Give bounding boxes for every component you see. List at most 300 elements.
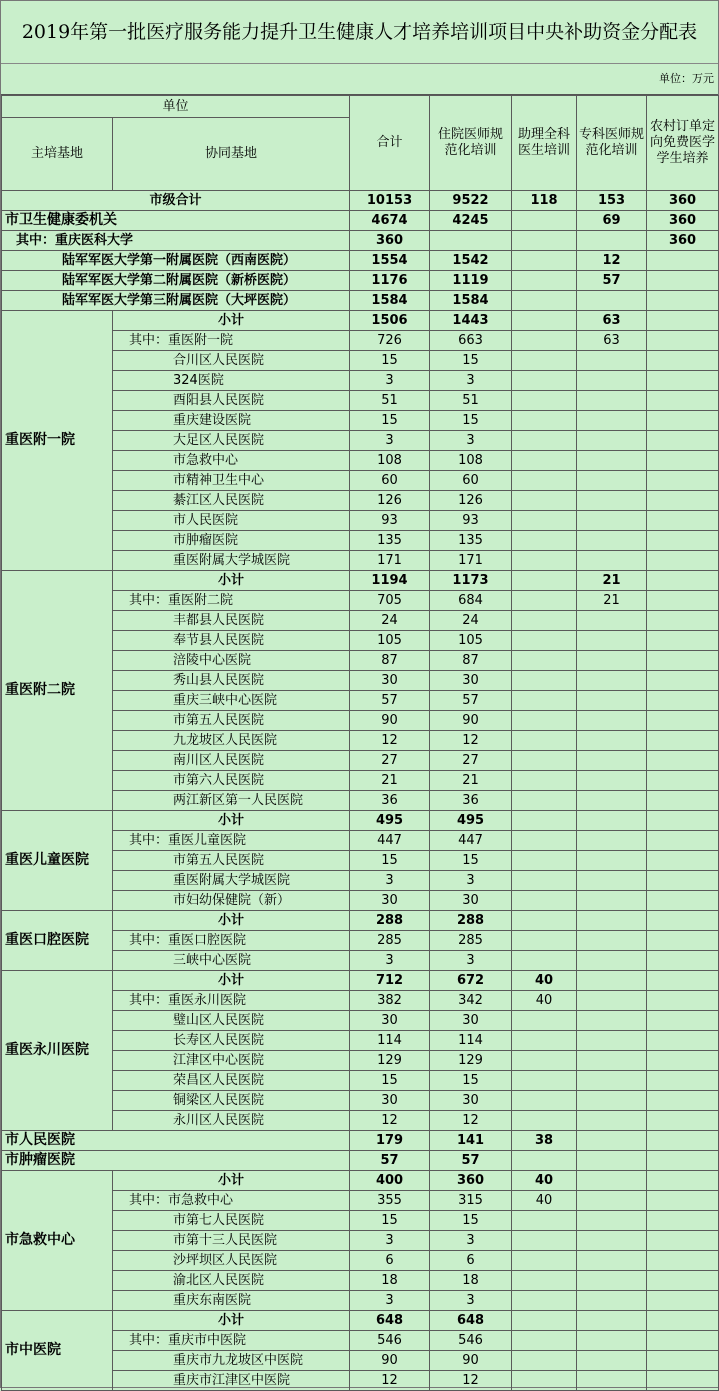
cell-total: 4674 [350,211,430,231]
allocation-table [1,95,719,1391]
cell-rural [647,411,719,431]
cell-specialist [577,371,647,391]
cell-assistant [512,751,577,771]
table-row [2,291,719,311]
cell-resident: 663 [430,331,512,351]
cell-resident: 1443 [430,311,512,331]
cell-resident: 126 [430,491,512,511]
main-base: 市中医院 [2,1311,113,1391]
partner-base: 涪陵中心医院 [113,651,350,671]
cell-total: 135 [350,531,430,551]
cell-rural [647,931,719,951]
cell-assistant [512,1251,577,1271]
cell-assistant [512,631,577,651]
cell-specialist [577,731,647,751]
cell-assistant [512,1151,577,1171]
cell-total: 3 [350,951,430,971]
cell-specialist: 57 [577,271,647,291]
cell-total: 114 [350,1031,430,1051]
table-row [2,231,719,251]
cell-rural [647,631,719,651]
table-row [2,911,719,931]
cell-rural [647,471,719,491]
cell-resident: 495 [430,811,512,831]
cell-total: 129 [350,1051,430,1071]
cell-specialist [577,971,647,991]
cell-rural: 360 [647,211,719,231]
cell-total: 285 [350,931,430,951]
cell-specialist [577,1311,647,1331]
table-row [2,1151,719,1171]
partner-base: 市第五人民医院 [113,851,350,871]
header-unit: 单位 [2,96,350,118]
cell-rural [647,491,719,511]
cell-total: 12 [350,731,430,751]
subtotal-label: 小计 [113,911,350,931]
cell-resident: 24 [430,611,512,631]
cell-rural [647,1191,719,1211]
cell-assistant [512,891,577,911]
cell-assistant [512,1351,577,1371]
cell-assistant [512,731,577,751]
table-row [2,971,719,991]
cell-specialist [577,291,647,311]
cell-resident: 129 [430,1051,512,1071]
cell-rural [647,391,719,411]
cell-rural [647,531,719,551]
partner-base: 南川区人民医院 [113,751,350,771]
partner-base: 重医附属大学城医院 [113,551,350,571]
cell-resident: 18 [430,1271,512,1291]
cell-specialist [577,611,647,631]
cell-total: 1584 [350,291,430,311]
cell-total: 18 [350,1271,430,1291]
partner-base: 重庆东南医院 [113,1291,350,1311]
cell-rural [647,551,719,571]
cell-specialist [577,431,647,451]
cell-rural [647,1171,719,1191]
cell-rural [647,431,719,451]
cell-assistant [512,1111,577,1131]
cell-total: 15 [350,351,430,371]
cell-total: 27 [350,751,430,771]
cell-assistant [512,791,577,811]
cell-total: 3 [350,431,430,451]
cell-rural [647,1251,719,1271]
cell-total: 3 [350,871,430,891]
cell-assistant [512,1031,577,1051]
cell-specialist [577,471,647,491]
cell-specialist [577,831,647,851]
cell-specialist [577,931,647,951]
cell-specialist [577,1191,647,1211]
cell-assistant [512,911,577,931]
cell-resident: 30 [430,671,512,691]
cell-rural [647,611,719,631]
header-specialist: 专科医师规范化培训 [577,96,647,191]
cell-specialist [577,1091,647,1111]
cell-rural [647,1271,719,1291]
subtotal-label: 小计 [113,971,350,991]
cell-total: 3 [350,371,430,391]
cell-total: 90 [350,711,430,731]
cell-assistant: 40 [512,971,577,991]
cell-resident: 4245 [430,211,512,231]
cell-resident: 15 [430,851,512,871]
cell-assistant [512,851,577,871]
partner-base: 永川区人民医院 [113,1111,350,1131]
cell-resident: 315 [430,1191,512,1211]
cell-total: 355 [350,1191,430,1211]
cell-specialist: 63 [577,331,647,351]
cell-specialist: 153 [577,191,647,211]
cell-assistant: 118 [512,191,577,211]
cell-specialist [577,1131,647,1151]
partner-base: 其中：重医附二院 [113,591,350,611]
cell-resident: 15 [430,1071,512,1091]
cell-specialist [577,451,647,471]
cell-assistant [512,1071,577,1091]
cell-rural [647,671,719,691]
cell-total: 288 [350,911,430,931]
cell-assistant [512,951,577,971]
partner-base: 丰都县人民医院 [113,611,350,631]
cell-assistant: 38 [512,1131,577,1151]
cell-rural [647,651,719,671]
cell-assistant [512,771,577,791]
partner-base: 长寿区人民医院 [113,1031,350,1051]
cell-resident: 1584 [430,291,512,311]
cell-total: 171 [350,551,430,571]
cell-rural [647,731,719,751]
cell-total: 15 [350,411,430,431]
header-main-base: 主培基地 [2,118,113,191]
cell-total: 3 [350,1291,430,1311]
cell-specialist [577,651,647,671]
main-base: 重医附二院 [2,571,113,811]
cell-specialist: 21 [577,591,647,611]
row-name: 其中：重庆医科大学 [2,231,350,251]
city-total-label: 市级合计 [2,191,350,211]
cell-rural [647,371,719,391]
cell-assistant [512,1091,577,1111]
cell-assistant [512,491,577,511]
cell-assistant [512,351,577,371]
cell-specialist [577,871,647,891]
partner-base: 秀山县人民医院 [113,671,350,691]
cell-total: 57 [350,691,430,711]
table-row [2,1131,719,1151]
cell-total: 12 [350,1111,430,1131]
single-base: 市肿瘤医院 [2,1151,350,1171]
table-row [2,571,719,591]
cell-rural [647,511,719,531]
cell-resident: 447 [430,831,512,851]
cell-rural [647,1091,719,1111]
cell-assistant [512,691,577,711]
cell-specialist: 63 [577,311,647,331]
table-row [2,311,719,331]
cell-rural [647,1231,719,1251]
cell-total: 15 [350,1211,430,1231]
table-row [2,1311,719,1331]
header-total: 合计 [350,96,430,191]
cell-assistant [512,1291,577,1311]
cell-resident: 285 [430,931,512,951]
cell-assistant [512,531,577,551]
cell-total: 21 [350,771,430,791]
cell-assistant [512,471,577,491]
cell-specialist [577,691,647,711]
cell-total: 57 [350,1151,430,1171]
cell-rural: 360 [647,231,719,251]
cell-rural [647,591,719,611]
cell-resident: 105 [430,631,512,651]
partner-base: 其中：重医口腔医院 [113,931,350,951]
cell-total: 12 [350,1371,430,1391]
cell-total: 30 [350,671,430,691]
cell-resident: 3 [430,1231,512,1251]
cell-total: 546 [350,1331,430,1351]
cell-rural [647,1071,719,1091]
cell-specialist [577,1171,647,1191]
partner-base: 市第六人民医院 [113,771,350,791]
partner-base: 重庆市江津区中医院 [113,1371,350,1391]
partner-base: 重庆市九龙坡区中医院 [113,1351,350,1371]
cell-resident: 672 [430,971,512,991]
cell-rural [647,711,719,731]
table-row [2,191,719,211]
cell-total: 179 [350,1131,430,1151]
partner-base: 重庆建设医院 [113,411,350,431]
cell-assistant [512,251,577,271]
cell-rural [647,1031,719,1051]
cell-specialist [577,631,647,651]
subtotal-label: 小计 [113,811,350,831]
cell-rural [647,331,719,351]
cell-assistant [512,1231,577,1251]
cell-assistant [512,651,577,671]
cell-resident: 30 [430,891,512,911]
cell-assistant [512,311,577,331]
cell-specialist [577,1211,647,1231]
cell-resident: 90 [430,711,512,731]
cell-total: 6 [350,1251,430,1271]
cell-specialist [577,511,647,531]
cell-total: 105 [350,631,430,651]
table-row [2,251,719,271]
cell-rural [647,991,719,1011]
cell-total: 705 [350,591,430,611]
cell-rural [647,1151,719,1171]
cell-resident: 171 [430,551,512,571]
cell-specialist [577,751,647,771]
cell-specialist [577,951,647,971]
cell-total: 60 [350,471,430,491]
cell-specialist [577,1151,647,1171]
partner-base: 九龙坡区人民医院 [113,731,350,751]
cell-resident: 12 [430,1371,512,1391]
cell-specialist [577,791,647,811]
cell-total: 495 [350,811,430,831]
partner-base: 重医附属大学城医院 [113,871,350,891]
cell-rural [647,451,719,471]
cell-total: 51 [350,391,430,411]
cell-resident: 3 [430,871,512,891]
partner-base: 重庆三峡中心医院 [113,691,350,711]
page-title: 2019年第一批医疗服务能力提升卫生健康人才培养培训项目中央补助资金分配表 [1,1,718,64]
cell-specialist: 12 [577,251,647,271]
main-base: 重医口腔医院 [2,911,113,971]
cell-resident: 108 [430,451,512,471]
cell-resident: 30 [430,1011,512,1031]
cell-specialist [577,1051,647,1071]
header-resident: 住院医师规范化培训 [430,96,512,191]
cell-rural [647,291,719,311]
cell-total: 87 [350,651,430,671]
cell-total: 3 [350,1231,430,1251]
cell-total: 447 [350,831,430,851]
row-name: 陆军军医大学第一附属医院（西南医院） [2,251,350,271]
cell-resident: 3 [430,371,512,391]
cell-specialist [577,351,647,371]
cell-specialist [577,891,647,911]
cell-specialist [577,1011,647,1031]
cell-total: 36 [350,791,430,811]
row-name: 陆军军医大学第三附属医院（大坪医院） [2,291,350,311]
cell-resident: 15 [430,411,512,431]
cell-rural [647,891,719,911]
cell-specialist [577,911,647,931]
cell-resident: 87 [430,651,512,671]
cell-assistant [512,811,577,831]
cell-specialist [577,1271,647,1291]
cell-specialist [577,491,647,511]
cell-specialist: 21 [577,571,647,591]
partner-base: 沙坪坝区人民医院 [113,1251,350,1271]
cell-rural [647,571,719,591]
cell-rural [647,831,719,851]
cell-resident: 15 [430,351,512,371]
partner-base: 市急救中心 [113,451,350,471]
cell-specialist [577,851,647,871]
cell-rural [647,871,719,891]
subtotal-label: 小计 [113,571,350,591]
table-row [2,811,719,831]
partner-base: 其中：重医附一院 [113,331,350,351]
cell-total: 726 [350,331,430,351]
cell-total: 15 [350,851,430,871]
cell-assistant [512,291,577,311]
partner-base: 市肿瘤医院 [113,531,350,551]
cell-assistant [512,211,577,231]
cell-specialist [577,1251,647,1271]
main-base: 重医儿童医院 [2,811,113,911]
header-assistant: 助理全科医生培训 [512,96,577,191]
cell-resident [430,231,512,251]
cell-assistant [512,711,577,731]
cell-resident: 30 [430,1091,512,1111]
partner-base: 三峡中心医院 [113,951,350,971]
table-row [2,211,719,231]
cell-assistant [512,1051,577,1071]
cell-assistant [512,1011,577,1031]
cell-rural [647,811,719,831]
cell-rural [647,1291,719,1311]
cell-rural [647,851,719,871]
partner-base: 荣昌区人民医院 [113,1071,350,1091]
cell-assistant [512,591,577,611]
cell-rural [647,771,719,791]
cell-total: 1554 [350,251,430,271]
subtotal-label: 小计 [113,1171,350,1191]
cell-specialist [577,671,647,691]
cell-resident: 141 [430,1131,512,1151]
cell-resident: 9522 [430,191,512,211]
cell-total: 400 [350,1171,430,1191]
partner-base: 铜梁区人民医院 [113,1091,350,1111]
cell-assistant [512,271,577,291]
cell-total: 15 [350,1071,430,1091]
partner-base: 其中：重医永川医院 [113,991,350,1011]
cell-assistant [512,371,577,391]
cell-resident: 135 [430,531,512,551]
cell-assistant [512,331,577,351]
cell-rural [647,271,719,291]
cell-total: 1194 [350,571,430,591]
cell-assistant [512,671,577,691]
cell-specialist [577,1291,647,1311]
cell-resident: 360 [430,1171,512,1191]
cell-resident: 6 [430,1251,512,1271]
cell-specialist [577,1231,647,1251]
cell-assistant [512,231,577,251]
cell-rural [647,971,719,991]
partner-base: 两江新区第一人民医院 [113,791,350,811]
partner-base: 市第七人民医院 [113,1211,350,1231]
cell-rural [647,1211,719,1231]
cell-assistant [512,831,577,851]
cell-total: 90 [350,1351,430,1371]
cell-specialist [577,411,647,431]
cell-resident: 1119 [430,271,512,291]
cell-total: 108 [350,451,430,471]
cell-specialist [577,1331,647,1351]
cell-resident: 57 [430,691,512,711]
subtotal-label: 小计 [113,311,350,331]
cell-specialist [577,1111,647,1131]
cell-specialist [577,1351,647,1371]
partner-base: 渝北区人民医院 [113,1271,350,1291]
cell-rural [647,1331,719,1351]
cell-total: 712 [350,971,430,991]
cell-resident: 21 [430,771,512,791]
cell-specialist [577,991,647,1011]
cell-total: 10153 [350,191,430,211]
cell-assistant [512,511,577,531]
cell-assistant [512,1271,577,1291]
cell-resident: 36 [430,791,512,811]
cell-total: 24 [350,611,430,631]
cell-rural [647,1311,719,1331]
partner-base: 奉节县人民医院 [113,631,350,651]
cell-specialist [577,811,647,831]
cell-specialist [577,711,647,731]
cell-total: 30 [350,1091,430,1111]
cell-resident: 3 [430,1291,512,1311]
cell-specialist [577,551,647,571]
cell-total: 126 [350,491,430,511]
